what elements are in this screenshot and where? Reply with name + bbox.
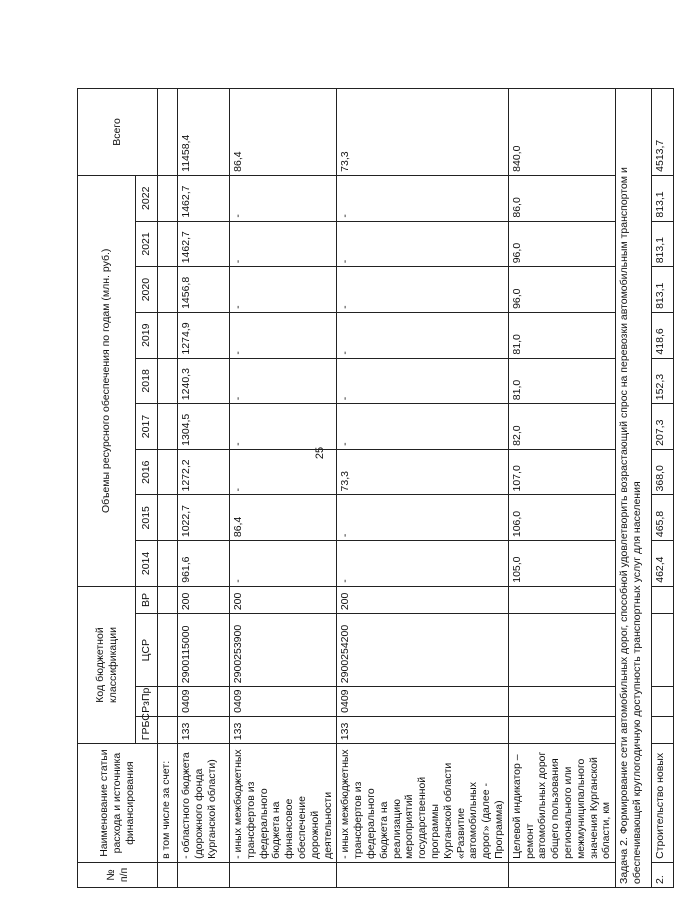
cell-value: 1022,7 [178,495,230,541]
cell-value: 418,6 [652,312,674,358]
cell-vr [508,586,615,613]
cell-csr: 2900253900 [230,614,337,687]
cell-name: Целевой индикатор – ремонт автомобильных дорог общего пользования регионального или межмуниципального значения Курганской области, км [508,744,615,863]
header-year: 2019 [136,312,158,358]
cell-value: 465,8 [652,495,674,541]
budget-table [77,88,674,888]
cell-value [158,404,178,450]
cell-value: - [337,541,508,587]
cell-value: 105,0 [508,541,615,587]
cell-grbs: 133 [178,716,230,743]
cell-value: 1272,2 [178,449,230,495]
cell-total: 4513,7 [652,89,674,176]
table-row [508,89,615,888]
cell-no [230,862,337,887]
cell-value [158,541,178,587]
cell-value: - [337,495,508,541]
cell-name: в том числе за счет: [158,744,178,863]
cell-value: - [230,541,337,587]
cell-rzpr: 0409 [178,687,230,717]
cell-value: 96,0 [508,221,615,267]
cell-value: 152,3 [652,358,674,404]
header-csr: ЦСР [136,614,158,687]
header-vr: ВР [136,586,158,613]
cell-csr [158,614,178,687]
header-rzpr: РзПр [136,687,158,717]
header-row-1 [78,89,136,888]
cell-rzpr [652,687,674,717]
cell-value: 462,4 [652,541,674,587]
cell-value: 207,3 [652,404,674,450]
cell-vr: 200 [178,586,230,613]
cell-value: 368,0 [652,449,674,495]
cell-vr: 200 [337,586,508,613]
cell-grbs [158,716,178,743]
cell-value: 1240,3 [178,358,230,404]
cell-value: 81,0 [508,312,615,358]
cell-no [158,862,178,887]
cell-value: 86,0 [508,175,615,221]
header-total: Всего [78,89,158,176]
cell-value: - [230,221,337,267]
cell-vr [652,586,674,613]
cell-value: 73,3 [337,449,508,495]
header-budget-code: Код бюджетной классификации [78,586,136,743]
cell-name: - иных межбюджетных трансфертов из федерального бюджета на реализацию мероприятий государственной программы Курганской области «Развитие автомобильных дорог» (далее - Программа) [337,744,508,863]
cell-grbs [652,716,674,743]
header-year: 2015 [136,495,158,541]
cell-value: 961,6 [178,541,230,587]
cell-total [158,89,178,176]
cell-grbs: 133 [337,716,508,743]
table-row [337,89,508,888]
header-volumes: Объемы ресурсного обеспечения по годам (млн. руб.) [78,175,136,586]
cell-rzpr [158,687,178,717]
table-row [652,89,674,888]
cell-value: 1456,8 [178,267,230,313]
cell-name: Строительство новых [652,744,674,863]
cell-name: - иных межбюджетных трансфертов из федерального бюджета на финансовое обеспечение дорожной деятельности [230,744,337,863]
header-year: 2018 [136,358,158,404]
cell-value: 96,0 [508,267,615,313]
cell-csr: 2900254200 [337,614,508,687]
cell-vr [158,586,178,613]
cell-value: - [230,312,337,358]
header-year: 2014 [136,541,158,587]
cell-csr [508,614,615,687]
cell-value [158,449,178,495]
cell-value: 813,1 [652,175,674,221]
cell-value: 813,1 [652,221,674,267]
cell-grbs [508,716,615,743]
cell-value: - [230,449,337,495]
cell-value: 1304,5 [178,404,230,450]
cell-no [337,862,508,887]
cell-rzpr [508,687,615,717]
cell-value: - [337,358,508,404]
table-row [158,89,178,888]
cell-value: - [337,175,508,221]
cell-value: - [230,404,337,450]
header-year: 2021 [136,221,158,267]
cell-value: 106,0 [508,495,615,541]
cell-name: - областного бюджета (дорожного фонда Курганской области) [178,744,230,863]
cell-value: - [337,267,508,313]
cell-value: - [230,358,337,404]
cell-value: 1462,7 [178,221,230,267]
cell-value: 82,0 [508,404,615,450]
cell-total: 73,3 [337,89,508,176]
cell-total: 840,0 [508,89,615,176]
table-row [178,89,230,888]
cell-csr [652,614,674,687]
page-number: 25 [314,446,326,460]
task-2-text: Задача 2. Формирование сети автомобильных дорог, способной удовлетворить возрастающий спрос на перевозки автомобильным транспортом и обеспечивающей круглогодичную доступность транспортных услуг для населения [616,89,652,888]
cell-value [158,495,178,541]
rotated-page-content [77,88,667,888]
cell-no: 2. [652,862,674,887]
cell-value [158,175,178,221]
task-row [616,89,652,888]
cell-value: 86,4 [230,495,337,541]
table-row [230,89,337,888]
header-grbs: ГРБС [136,716,158,743]
cell-total: 86,4 [230,89,337,176]
cell-value [158,221,178,267]
cell-value [158,358,178,404]
cell-value: 107,0 [508,449,615,495]
cell-grbs: 133 [230,716,337,743]
cell-value: - [230,175,337,221]
header-year: 2017 [136,404,158,450]
cell-value: - [337,404,508,450]
cell-value [158,267,178,313]
cell-rzpr: 0409 [230,687,337,717]
cell-value: 1274,9 [178,312,230,358]
cell-value: - [337,221,508,267]
cell-csr: 2900115000 [178,614,230,687]
cell-value: 813,1 [652,267,674,313]
cell-value: 1462,7 [178,175,230,221]
header-year: 2020 [136,267,158,313]
header-no: № п/п [78,862,158,887]
cell-rzpr: 0409 [337,687,508,717]
cell-value: 81,0 [508,358,615,404]
header-year: 2016 [136,449,158,495]
header-year: 2022 [136,175,158,221]
cell-vr: 200 [230,586,337,613]
cell-total: 11458,4 [178,89,230,176]
cell-no [178,862,230,887]
cell-no [508,862,615,887]
header-name: Наименование статьи расхода и источника финансирования [78,744,158,863]
cell-value [158,312,178,358]
cell-value: - [337,312,508,358]
cell-value: - [230,267,337,313]
